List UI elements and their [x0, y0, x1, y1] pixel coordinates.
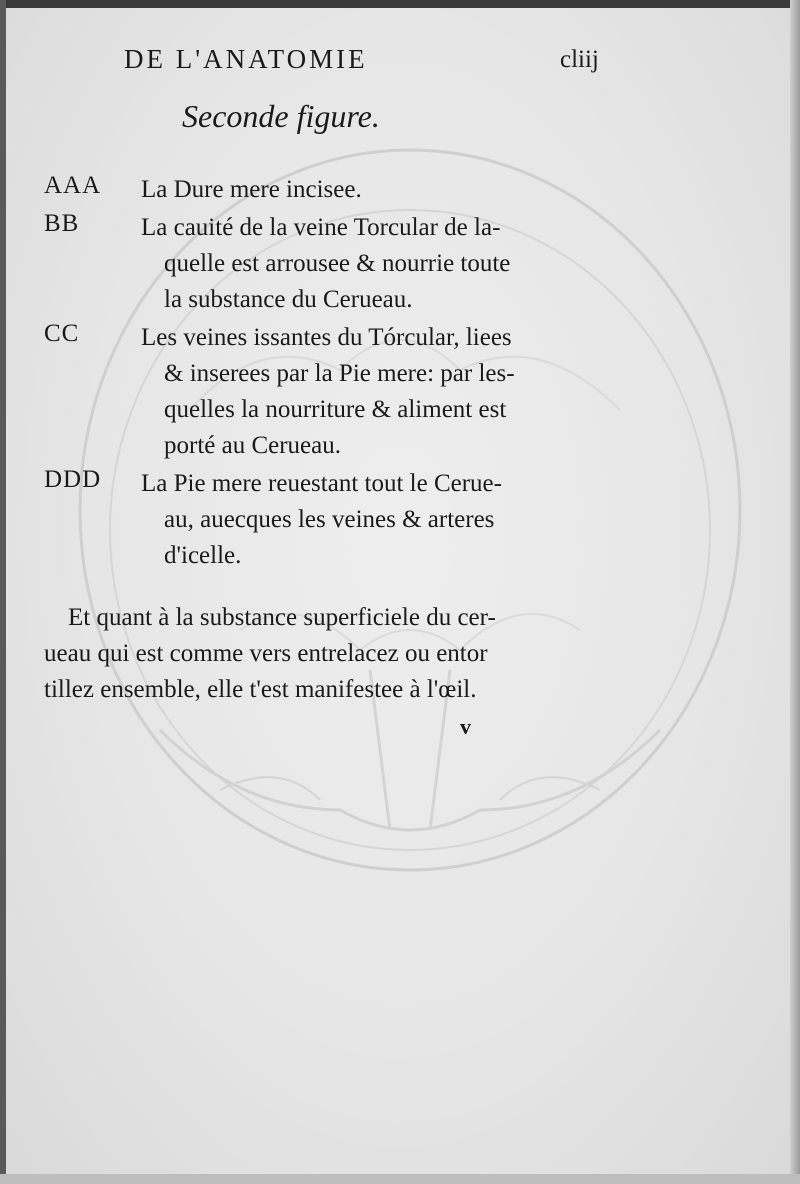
page-edge-right [790, 0, 800, 1184]
legend-entry-bb [44, 210, 624, 318]
page-edge-top [0, 0, 800, 8]
legend-text-line: La Pie mere reuestant tout le Cerue- [141, 470, 502, 497]
running-head: DE L'ANATOMIE [124, 44, 368, 74]
page-edge-bottom [0, 1174, 800, 1184]
legend-text-line: Les veines issantes du Tórcular, liees [141, 324, 512, 351]
paragraph-line: ueau qui est comme vers entrelacez ou entor [44, 640, 488, 667]
legend-text-line: au, auecques les veines & arteres [164, 506, 495, 533]
figure-title: Seconde figure. [182, 98, 380, 134]
legend-key: BB [44, 210, 80, 237]
legend-text-line: d'icelle. [164, 542, 242, 569]
paragraph-line: Et quant à la substance superficiele du cer- [68, 604, 496, 631]
legend-entry-ddd [44, 466, 624, 574]
legend-entry-cc [44, 320, 624, 464]
legend-text-line: La Dure mere incisee. [141, 176, 362, 203]
page-number: cliij [560, 46, 599, 73]
paragraph-line: tillez ensemble, elle t'est manifestee à l'œil. [44, 676, 477, 703]
figure-legend [44, 172, 624, 576]
body-paragraph [44, 600, 624, 708]
signature-mark: v [460, 714, 471, 739]
legend-text-line: La cauité de la veine Torcular de la- [141, 214, 501, 241]
legend-key: CC [44, 320, 80, 347]
legend-text-line: quelle est arrousee & nourrie toute [164, 250, 511, 277]
legend-key: AAA [44, 172, 102, 199]
legend-text-line: la substance du Cerueau. [164, 286, 413, 313]
legend-text-line: porté au Cerueau. [164, 432, 342, 459]
legend-text-line: quelles la nourriture & aliment est [164, 396, 507, 423]
legend-key: DDD [44, 466, 102, 493]
page-edge-left [0, 0, 6, 1184]
legend-entry-aaa [44, 172, 624, 208]
legend-text-line: & inserees par la Pie mere: par les- [164, 360, 515, 387]
